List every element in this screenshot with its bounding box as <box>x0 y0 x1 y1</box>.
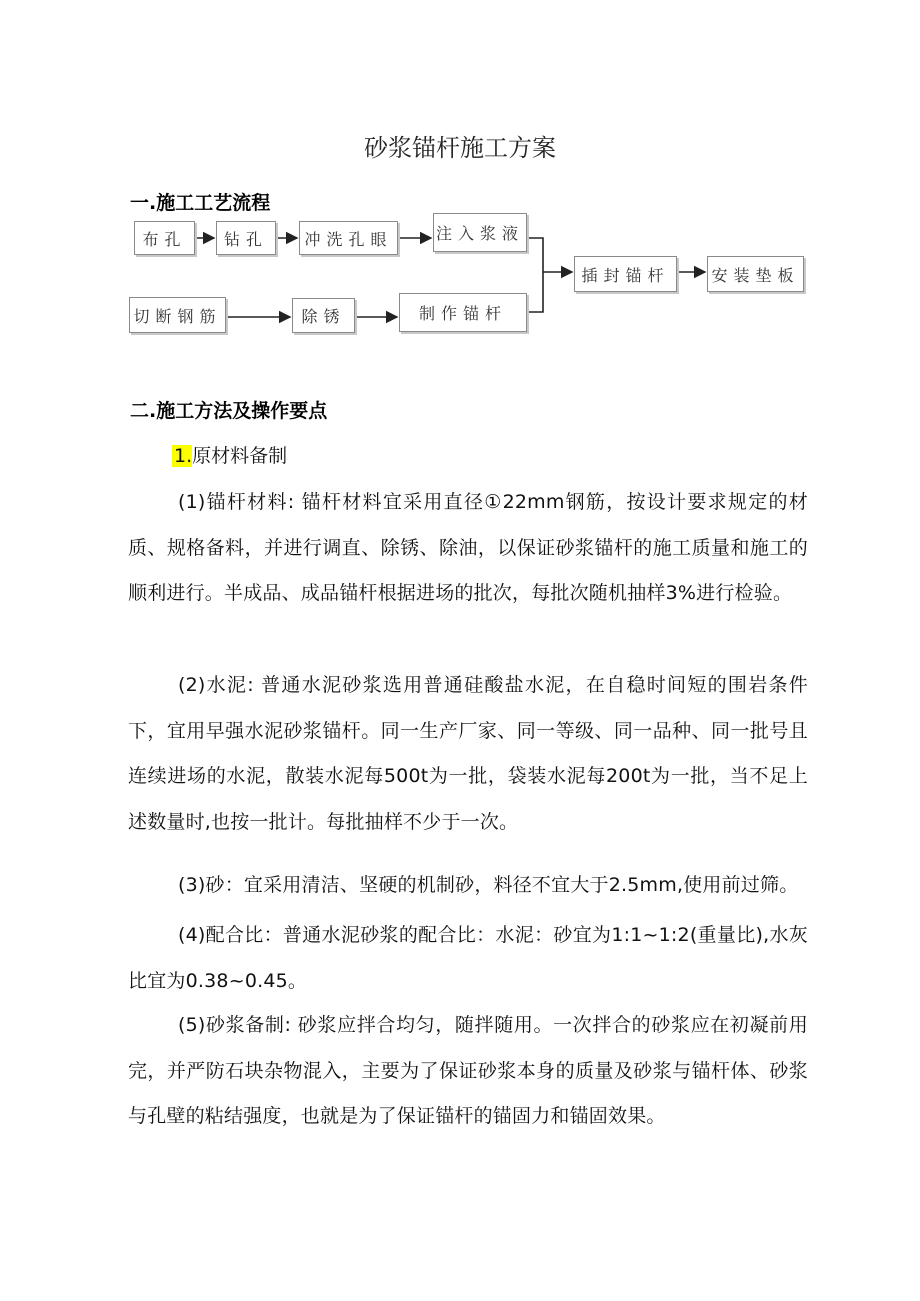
flow-step-chafeng: 插封锚杆 <box>574 256 677 292</box>
document-title: 砂浆锚杆施工方案 <box>364 134 556 162</box>
section-heading-methods: 二.施工方法及操作要点 <box>130 400 328 422</box>
flow-step-zhizuo: 制作锚杆 <box>399 293 527 332</box>
subsection-title: 原材料备制 <box>192 445 288 467</box>
paragraph-mix-ratio: (4)配合比：普通水泥砂浆的配合比：水泥：砂宜为1:1~1:2(重量比),水灰比宜为0.38~0.45。 <box>128 924 808 992</box>
flow-step-chongxi: 冲洗孔眼 <box>299 221 398 255</box>
flow-step-zhuru: 注入浆液 <box>433 213 527 252</box>
subsection-heading-materials <box>172 441 287 468</box>
paragraph-anchor-material: (1)锚杆材料: 锚杆材料宜采用直径①22mm钢筋，按设计要求规定的材质、规格备料，并进行调直、除锈、除油，以保证砂浆锚杆的施工质量和施工的顺利进行。半成品、成品锚杆根据进场的批次，每批次随机抽样3%进行检验。 <box>128 491 808 604</box>
flow-step-bukong: 布孔 <box>134 221 195 255</box>
subsection-number: 1. <box>174 445 193 467</box>
paragraph-cement: (2)水泥: 普通水泥砂浆选用普通硅酸盐水泥，在自稳时间短的围岩条件下，宜用早强水泥砂浆锚杆。同一生产厂家、同一等级、同一品种、同一批号且连续进场的水泥，散装水泥每500t为一批，袋装水泥每200t为一批，当不足上述数量时,也按一批计。每批抽样不少于一次。 <box>128 674 808 833</box>
section-heading-process: 一.施工工艺流程 <box>130 192 271 214</box>
process-flowchart <box>0 0 920 360</box>
paragraph-sand: (3)砂：宜采用清洁、坚硬的机制砂，料径不宜大于2.5mm,使用前过筛。 <box>178 874 799 896</box>
flow-step-qieduan: 切断钢筋 <box>129 297 226 333</box>
flow-step-zuankong: 钻孔 <box>216 221 276 255</box>
flow-step-chuxiu: 除锈 <box>292 298 355 333</box>
merge-bracket <box>527 238 543 312</box>
flow-step-anzhuang: 安装垫板 <box>707 256 804 292</box>
paragraph-mortar-prep: (5)砂浆备制: 砂浆应拌合均匀，随拌随用。一次拌合的砂浆应在初凝前用完，并严防石块杂物混入，主要为了保证砂浆本身的质量及砂浆与锚杆体、砂浆与孔壁的粘结强度，也就是为了保证锚杆的锚固力和锚固效果。 <box>128 1014 808 1127</box>
